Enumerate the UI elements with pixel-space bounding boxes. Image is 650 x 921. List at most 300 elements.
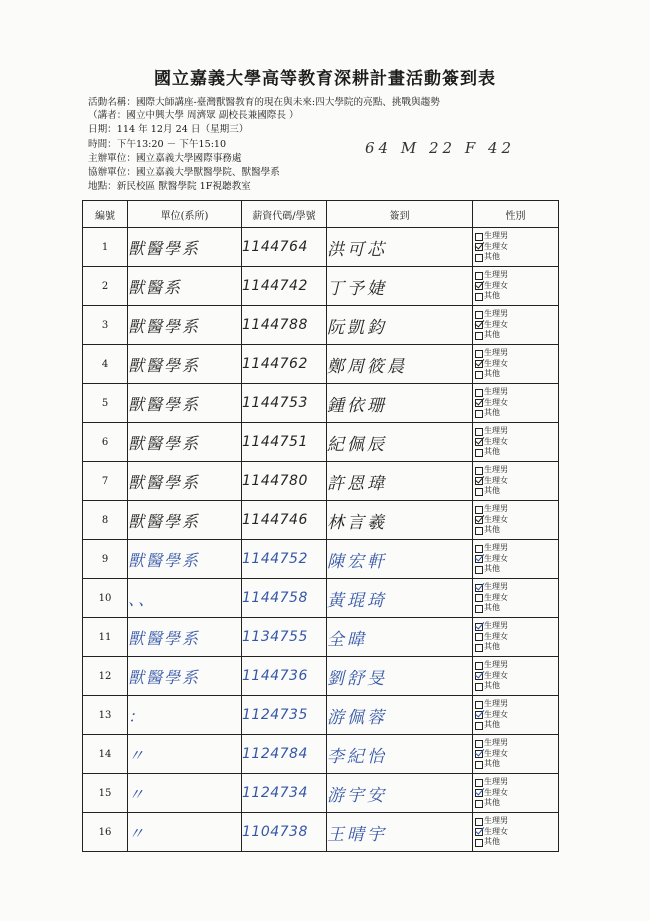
checkbox-icon[interactable]: [475, 410, 483, 418]
signature-handwriting: 王晴宇: [327, 824, 387, 845]
gender-option-label: 生理男: [484, 231, 508, 241]
checkbox-checked-icon[interactable]: [475, 477, 483, 485]
unit-handwriting-cell: [128, 540, 242, 579]
unit-handwriting: 獸醫系: [128, 277, 183, 297]
gender-option[interactable]: [475, 398, 558, 409]
gender-option[interactable]: [475, 309, 558, 320]
gender-cell: [473, 306, 559, 345]
gender-option[interactable]: [475, 270, 558, 281]
checkbox-checked-icon[interactable]: [475, 321, 483, 329]
gender-option-label: 其他: [484, 564, 500, 574]
gender-options: [473, 504, 558, 536]
gender-cell: [473, 618, 559, 657]
signature-handwriting-cell: [327, 345, 473, 384]
gender-option-label: 生理男: [484, 582, 508, 592]
student-id-handwriting-cell: [242, 813, 327, 852]
table-row: [83, 618, 559, 657]
gender-option[interactable]: [475, 749, 558, 760]
unit-handwriting-cell: [128, 384, 242, 423]
gender-cell: [473, 384, 559, 423]
unit-handwriting-cell: [128, 579, 242, 618]
unit-handwriting-cell: [128, 267, 242, 306]
signature-handwriting-cell: [327, 696, 473, 735]
row-number: 4: [83, 345, 128, 384]
gender-options: [473, 309, 558, 341]
gender-option-label: 生理女: [484, 709, 508, 719]
row-number: 13: [83, 696, 128, 735]
signature-handwriting-cell: [327, 384, 473, 423]
student-id-handwriting-cell: [242, 306, 327, 345]
signature-handwriting-cell: [327, 423, 473, 462]
gender-option[interactable]: [475, 281, 558, 292]
gender-option-label: 其他: [484, 447, 500, 457]
gender-option[interactable]: [475, 330, 558, 341]
checkbox-checked-icon[interactable]: [475, 438, 483, 446]
gender-option-label: 其他: [484, 291, 500, 301]
gender-option-label: 生理男: [484, 660, 508, 670]
checkbox-icon[interactable]: [475, 254, 483, 262]
signature-handwriting: 陳宏軒: [327, 551, 387, 572]
gender-options: [473, 387, 558, 419]
gender-option[interactable]: [475, 515, 558, 526]
gender-options: [473, 426, 558, 458]
gender-options: [473, 231, 558, 263]
signature-handwriting-cell: [327, 501, 473, 540]
gender-option[interactable]: [475, 827, 558, 838]
checkbox-icon[interactable]: [475, 605, 483, 613]
student-id-handwriting-cell: [242, 696, 327, 735]
unit-handwriting-cell: [128, 228, 242, 267]
gender-option-label: 生理男: [484, 426, 508, 436]
header-unit: 單位(系所): [128, 201, 242, 228]
time: 時間：下午13:20 － 下午15:10: [88, 139, 227, 150]
gender-option-label: 生理男: [484, 465, 508, 475]
student-id-handwriting: 1144780: [242, 473, 308, 489]
student-id-handwriting: 1144764: [242, 239, 308, 255]
unit-handwriting: 獸醫學系: [128, 316, 201, 336]
gender-option-label: 生理女: [484, 436, 508, 446]
gender-option[interactable]: [475, 320, 558, 331]
signature-handwriting-cell: [327, 813, 473, 852]
student-id-handwriting-cell: [242, 228, 327, 267]
gender-option-label: 生理男: [484, 816, 508, 826]
signature-handwriting-cell: [327, 657, 473, 696]
unit-handwriting: 獸醫學系: [128, 433, 201, 453]
gender-option[interactable]: [475, 447, 558, 458]
speaker: （講者：國立中興大學 周濟眾 副校長兼國際長 ）: [88, 110, 299, 121]
checkbox-checked-icon[interactable]: [475, 828, 483, 836]
header-no: 編號: [83, 201, 128, 228]
gender-cell: [473, 540, 559, 579]
unit-handwriting: 獸醫學系: [128, 394, 201, 414]
gender-option[interactable]: [475, 426, 558, 437]
gender-option-label: 生理女: [484, 514, 508, 524]
checkbox-checked-icon[interactable]: [475, 360, 483, 368]
unit-handwriting: 獸醫學系: [128, 667, 201, 687]
date: 日期：114 年 12月 24 日（星期三）: [88, 124, 249, 135]
checkbox-checked-icon[interactable]: [475, 584, 483, 592]
student-id-handwriting: 1144746: [242, 512, 308, 528]
checkbox-checked-icon[interactable]: [475, 750, 483, 758]
table-row: [83, 501, 559, 540]
gender-option[interactable]: [475, 759, 558, 770]
table-row: [83, 345, 559, 384]
gender-option-label: 生理女: [484, 319, 508, 329]
checkbox-icon[interactable]: [475, 332, 483, 340]
unit-handwriting: 獸醫學系: [128, 238, 201, 258]
unit-handwriting: 獸醫學系: [128, 355, 201, 375]
gender-option-label: 生理男: [484, 777, 508, 787]
table-row: [83, 267, 559, 306]
gender-option[interactable]: [475, 408, 558, 419]
unit-handwriting-cell: [128, 813, 242, 852]
table-row: [83, 306, 559, 345]
signature-handwriting-cell: [327, 618, 473, 657]
table-row: [83, 657, 559, 696]
student-id-handwriting: 1144752: [242, 551, 308, 567]
unit-handwriting: 〃: [128, 823, 147, 843]
checkbox-icon[interactable]: [475, 644, 483, 652]
checkbox-checked-icon[interactable]: [475, 789, 483, 797]
gender-option[interactable]: [475, 465, 558, 476]
checkbox-icon[interactable]: [475, 293, 483, 301]
gender-option[interactable]: [475, 788, 558, 799]
gender-options: [473, 699, 558, 731]
student-id-handwriting-cell: [242, 540, 327, 579]
gender-option-label: 生理男: [484, 543, 508, 553]
gender-option-label: 其他: [484, 720, 500, 730]
gender-option-label: 其他: [484, 486, 500, 496]
gender-option[interactable]: [475, 642, 558, 653]
row-number: 11: [83, 618, 128, 657]
gender-option[interactable]: [475, 738, 558, 749]
gender-option[interactable]: [475, 525, 558, 536]
gender-option-label: 生理男: [484, 270, 508, 280]
row-number: 1: [83, 228, 128, 267]
table-row: [83, 696, 559, 735]
checkbox-icon[interactable]: [475, 683, 483, 691]
student-id-handwriting: 1144742: [242, 278, 308, 294]
gender-cell: [473, 657, 559, 696]
unit-handwriting: 〃: [128, 784, 147, 804]
signature-handwriting: 李紀怡: [327, 746, 387, 767]
checkbox-icon[interactable]: [475, 594, 483, 602]
signature-handwriting-cell: [327, 774, 473, 813]
checkbox-checked-icon[interactable]: [475, 623, 483, 631]
signature-handwriting-cell: [327, 540, 473, 579]
row-number: 3: [83, 306, 128, 345]
co-organizer: 協辦單位：國立嘉義大學獸醫學院、獸醫學系: [88, 167, 280, 178]
unit-handwriting-cell: [128, 423, 242, 462]
gender-option[interactable]: [475, 671, 558, 682]
gender-option[interactable]: [475, 543, 558, 554]
table-row: [83, 384, 559, 423]
gender-cell: [473, 813, 559, 852]
checkbox-icon[interactable]: [475, 839, 483, 847]
signature-handwriting-cell: [327, 306, 473, 345]
attendance-table: [82, 200, 559, 852]
unit-handwriting: 〃: [128, 745, 147, 765]
gender-option-label: 生理男: [484, 309, 508, 319]
gender-option[interactable]: [475, 816, 558, 827]
gender-option-label: 生理女: [484, 592, 508, 602]
gender-option-label: 生理女: [484, 826, 508, 836]
student-id-handwriting: 1124735: [242, 707, 308, 723]
student-id-handwriting: 1144753: [242, 395, 308, 411]
signature-handwriting: 黃琨琦: [327, 590, 387, 611]
table-header-row: [83, 201, 559, 228]
gender-cell: [473, 774, 559, 813]
unit-handwriting: 、、: [128, 589, 157, 609]
gender-option-label: 生理女: [484, 631, 508, 641]
student-id-handwriting-cell: [242, 423, 327, 462]
unit-handwriting-cell: [128, 696, 242, 735]
row-number: 7: [83, 462, 128, 501]
activity-name: 活動名稱：國際大師講座-臺灣獸醫教育的現在與未來:四大學院的亮點、挑戰與趨勢: [88, 97, 440, 108]
header-gender: 性別: [473, 201, 559, 228]
gender-options: [473, 348, 558, 380]
student-id-handwriting-cell: [242, 735, 327, 774]
table-row: [83, 423, 559, 462]
gender-option[interactable]: [475, 564, 558, 575]
gender-option[interactable]: [475, 554, 558, 565]
gender-cell: [473, 423, 559, 462]
gender-option[interactable]: [475, 504, 558, 515]
signature-handwriting: 全暐: [327, 629, 367, 650]
student-id-handwriting-cell: [242, 501, 327, 540]
gender-cell: [473, 501, 559, 540]
gender-option-label: 生理男: [484, 621, 508, 631]
student-id-handwriting: 1144751: [242, 434, 308, 450]
unit-handwriting: ：: [128, 706, 147, 726]
table-row: [83, 579, 559, 618]
signature-handwriting: 鄭周筱晨: [327, 356, 407, 377]
signature-handwriting-cell: [327, 579, 473, 618]
checkbox-icon[interactable]: [475, 527, 483, 535]
unit-handwriting-cell: [128, 501, 242, 540]
gender-option-label: 其他: [484, 369, 500, 379]
table-row: [83, 774, 559, 813]
checkbox-icon[interactable]: [475, 800, 483, 808]
row-number: 15: [83, 774, 128, 813]
table-row: [83, 228, 559, 267]
gender-option-label: 其他: [484, 330, 500, 340]
signature-handwriting-cell: [327, 228, 473, 267]
location: 地點：新民校區 獸醫學院 1F視聽教室: [88, 181, 251, 192]
gender-option[interactable]: [475, 710, 558, 721]
signature-handwriting-cell: [327, 462, 473, 501]
header-signature: 簽到: [327, 201, 473, 228]
gender-option-label: 生理女: [484, 241, 508, 251]
gender-option[interactable]: [475, 291, 558, 302]
gender-option[interactable]: [475, 603, 558, 614]
student-id-handwriting-cell: [242, 579, 327, 618]
checkbox-icon[interactable]: [475, 488, 483, 496]
gender-options: [473, 777, 558, 809]
checkbox-icon[interactable]: [475, 449, 483, 457]
checkbox-icon[interactable]: [475, 371, 483, 379]
student-id-handwriting-cell: [242, 345, 327, 384]
table-row: [83, 735, 559, 774]
checkbox-icon[interactable]: [475, 722, 483, 730]
unit-handwriting-cell: [128, 657, 242, 696]
gender-options: [473, 738, 558, 770]
gender-option[interactable]: [475, 777, 558, 788]
gender-option-label: 生理女: [484, 280, 508, 290]
unit-handwriting: 獸醫學系: [128, 550, 201, 570]
gender-option[interactable]: [475, 359, 558, 370]
row-number: 16: [83, 813, 128, 852]
gender-options: [473, 660, 558, 692]
row-number: 6: [83, 423, 128, 462]
signature-handwriting: 游宇安: [327, 785, 387, 806]
unit-handwriting-cell: [128, 345, 242, 384]
unit-handwriting: 獸醫學系: [128, 628, 201, 648]
gender-option[interactable]: [475, 593, 558, 604]
header-id: 薪資代碼/學號: [242, 201, 327, 228]
gender-option-label: 生理男: [484, 738, 508, 748]
student-id-handwriting-cell: [242, 267, 327, 306]
table-row: [83, 462, 559, 501]
checkbox-checked-icon[interactable]: [475, 672, 483, 680]
gender-option[interactable]: [475, 632, 558, 643]
gender-option[interactable]: [475, 242, 558, 253]
unit-handwriting-cell: [128, 462, 242, 501]
gender-option[interactable]: [475, 437, 558, 448]
student-id-handwriting: 1104738: [242, 824, 308, 840]
signature-handwriting: 林言羲: [327, 512, 387, 533]
gender-option-label: 其他: [484, 603, 500, 613]
gender-options: [473, 816, 558, 848]
student-id-handwriting-cell: [242, 462, 327, 501]
signature-handwriting: 劉舒旻: [327, 668, 387, 689]
gender-cell: [473, 345, 559, 384]
gender-option[interactable]: [475, 231, 558, 242]
gender-option[interactable]: [475, 699, 558, 710]
gender-cell: [473, 462, 559, 501]
checkbox-icon[interactable]: [475, 761, 483, 769]
table-row: [83, 813, 559, 852]
checkbox-checked-icon[interactable]: [475, 399, 483, 407]
gender-cell: [473, 228, 559, 267]
student-id-handwriting: 1134755: [242, 629, 308, 645]
row-number: 12: [83, 657, 128, 696]
gender-option-label: 其他: [484, 681, 500, 691]
gender-option[interactable]: [475, 582, 558, 593]
row-number: 2: [83, 267, 128, 306]
signature-handwriting-cell: [327, 735, 473, 774]
row-number: 8: [83, 501, 128, 540]
row-number: 10: [83, 579, 128, 618]
student-id-handwriting: 1144762: [242, 356, 308, 372]
gender-option-label: 其他: [484, 525, 500, 535]
signature-handwriting: 許恩瑋: [327, 473, 387, 494]
gender-option[interactable]: [475, 348, 558, 359]
gender-options: [473, 543, 558, 575]
row-number: 14: [83, 735, 128, 774]
gender-option-label: 生理女: [484, 553, 508, 563]
gender-option[interactable]: [475, 837, 558, 848]
handwritten-attendance-count: 64 M 22 F 42: [365, 139, 516, 157]
gender-option[interactable]: [475, 486, 558, 497]
gender-option-label: 生理女: [484, 748, 508, 758]
gender-option[interactable]: [475, 621, 558, 632]
organizer: 主辦單位：國立嘉義大學國際事務處: [88, 153, 242, 164]
gender-option[interactable]: [475, 252, 558, 263]
gender-option-label: 生理女: [484, 670, 508, 680]
gender-option-label: 生理男: [484, 387, 508, 397]
gender-option-label: 其他: [484, 408, 500, 418]
gender-cell: [473, 579, 559, 618]
student-id-handwriting-cell: [242, 774, 327, 813]
gender-options: [473, 582, 558, 614]
student-id-handwriting: 1124734: [242, 785, 308, 801]
gender-option[interactable]: [475, 720, 558, 731]
gender-option-label: 生理女: [484, 475, 508, 485]
gender-option[interactable]: [475, 798, 558, 809]
student-id-handwriting: 1144736: [242, 668, 308, 684]
row-number: 9: [83, 540, 128, 579]
gender-option-label: 其他: [484, 759, 500, 769]
gender-option[interactable]: [475, 369, 558, 380]
unit-handwriting: 獸醫學系: [128, 511, 201, 531]
gender-cell: [473, 735, 559, 774]
checkbox-checked-icon[interactable]: [475, 243, 483, 251]
gender-option-label: 其他: [484, 642, 500, 652]
signature-handwriting: 丁予婕: [327, 278, 387, 299]
checkbox-checked-icon[interactable]: [475, 555, 483, 563]
unit-handwriting-cell: [128, 618, 242, 657]
gender-option-label: 其他: [484, 798, 500, 808]
gender-cell: [473, 696, 559, 735]
student-id-handwriting-cell: [242, 657, 327, 696]
signature-handwriting: 洪可芯: [327, 239, 387, 260]
gender-option-label: 其他: [484, 252, 500, 262]
gender-option[interactable]: [475, 476, 558, 487]
checkbox-icon[interactable]: [475, 633, 483, 641]
student-id-handwriting: 1144758: [242, 590, 308, 606]
signature-handwriting: 鍾依珊: [327, 395, 387, 416]
document-title: 國立嘉義大學高等教育深耕計畫活動簽到表: [154, 69, 496, 89]
student-id-handwriting-cell: [242, 618, 327, 657]
gender-option[interactable]: [475, 660, 558, 671]
signature-handwriting: 游佩蓉: [327, 707, 387, 728]
gender-option[interactable]: [475, 681, 558, 692]
row-number: 5: [83, 384, 128, 423]
signature-handwriting-cell: [327, 267, 473, 306]
gender-option[interactable]: [475, 387, 558, 398]
checkbox-checked-icon[interactable]: [475, 711, 483, 719]
gender-options: [473, 465, 558, 497]
gender-option-label: 生理女: [484, 787, 508, 797]
gender-options: [473, 270, 558, 302]
checkbox-checked-icon[interactable]: [475, 516, 483, 524]
gender-option-label: 生理男: [484, 504, 508, 514]
gender-option-label: 其他: [484, 837, 500, 847]
table-row: [83, 540, 559, 579]
checkbox-icon[interactable]: [475, 566, 483, 574]
gender-options: [473, 621, 558, 653]
student-id-handwriting: 1124784: [242, 746, 308, 762]
unit-handwriting-cell: [128, 735, 242, 774]
gender-option-label: 生理男: [484, 348, 508, 358]
checkbox-checked-icon[interactable]: [475, 282, 483, 290]
student-id-handwriting: 1144788: [242, 317, 308, 333]
signature-handwriting: 紀佩辰: [327, 434, 387, 455]
gender-cell: [473, 267, 559, 306]
student-id-handwriting-cell: [242, 384, 327, 423]
unit-handwriting-cell: [128, 774, 242, 813]
